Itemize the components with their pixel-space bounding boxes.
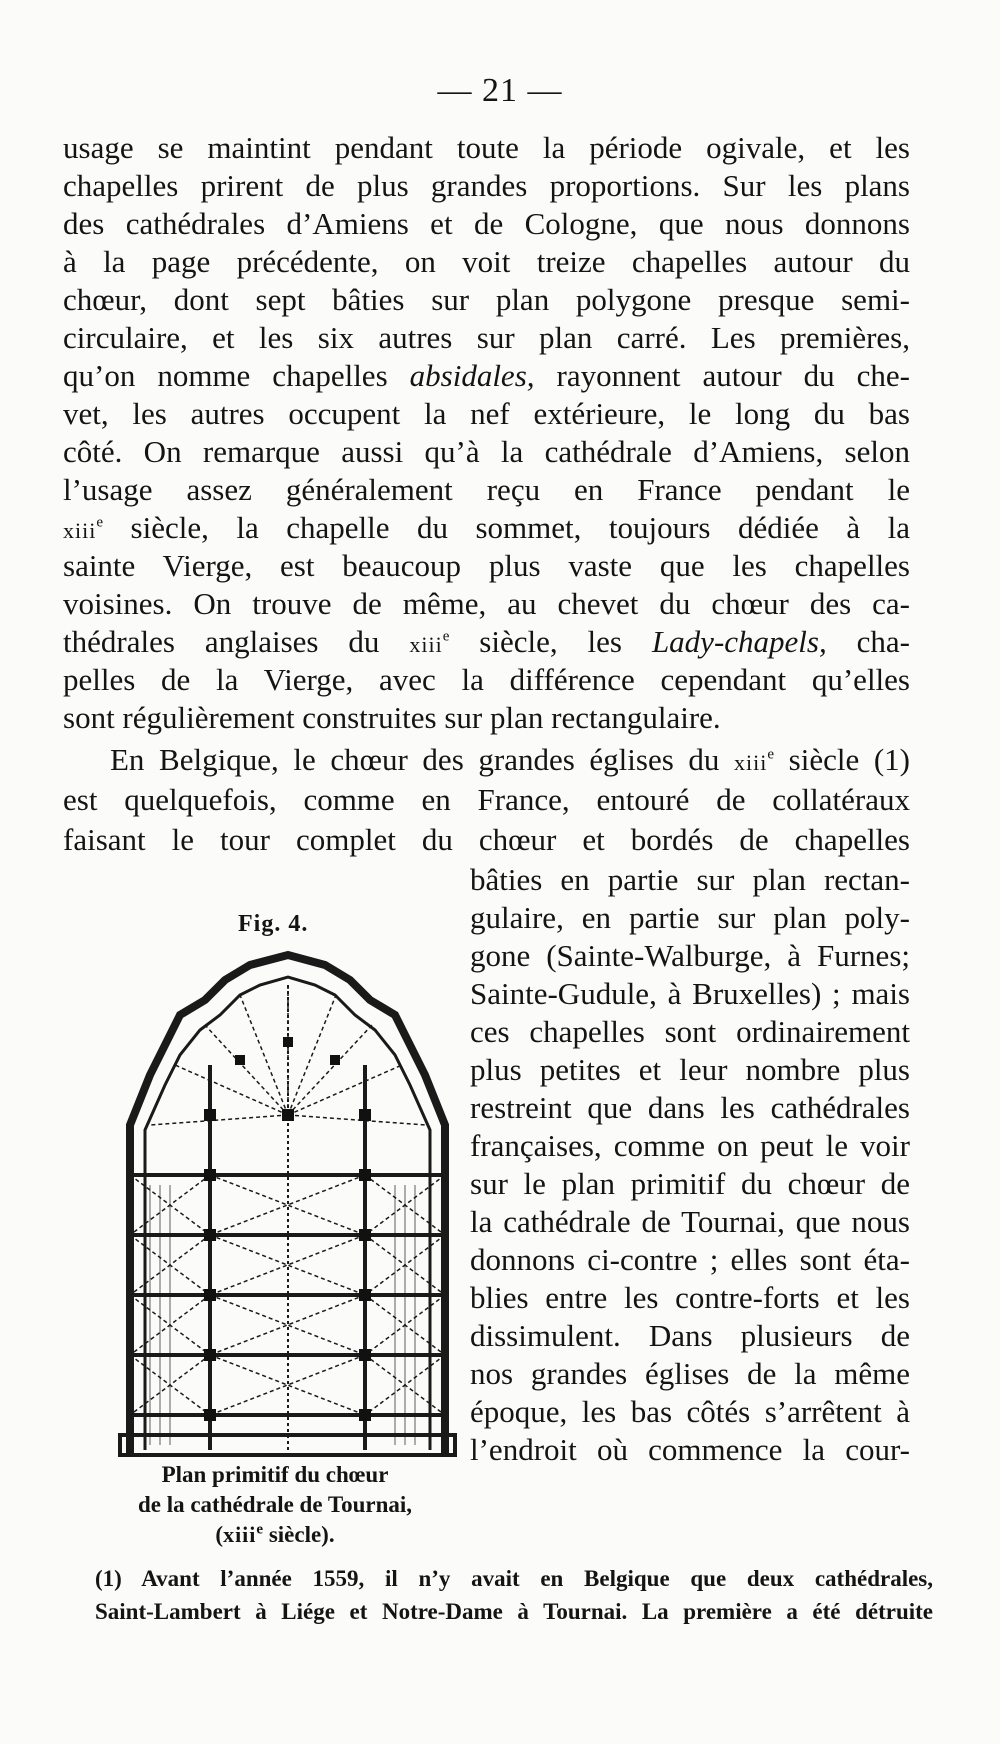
text-line: sont régulièrement construites sur plan rectangulaire.: [63, 700, 721, 735]
century-numeral: xiii: [409, 632, 443, 657]
superscript: e: [442, 628, 450, 645]
text-line: circulaire, et les six autres sur plan carré. Les premières,: [63, 320, 910, 355]
text-line: [63, 622, 910, 665]
century-numeral: xiii: [63, 518, 97, 543]
footnote-line: (1) Avant l’année 1559, il n’y avait en Belgique que deux cathédrales,: [95, 1566, 933, 1591]
text-line: donnons ci-contre ; elles sont éta-: [470, 1242, 910, 1277]
footnote: [95, 1562, 933, 1628]
italic-term: absidales,: [409, 358, 535, 393]
footnote-line: Saint-Lambert à Liége et Notre-Dame à Tournai. La première a été détruite: [95, 1599, 933, 1624]
text-line: nos grandes églises de la même: [470, 1356, 910, 1391]
text-line: [110, 740, 910, 783]
text-line: sainte Vierge, est beaucoup plus vaste que les chapelles: [63, 548, 910, 583]
text-line: gulaire, en partie sur plan poly-: [470, 900, 910, 935]
text-line: gone (Sainte-Walburge, à Furnes;: [470, 938, 910, 973]
caption-line: de la cathédrale de Tournai,: [137, 1492, 413, 1517]
text-line: restreint que dans les cathédrales: [470, 1090, 910, 1125]
text-line: l’endroit où commence la cour-: [470, 1432, 910, 1467]
text-segment: qu’on nomme chapelles: [63, 358, 388, 393]
text-segment: cha-: [856, 624, 910, 659]
text-line: blies entre les contre-forts et les: [470, 1280, 910, 1315]
text-line: l’usage assez généralement reçu en France pendant le: [63, 472, 910, 507]
text-line: françaises, comme on peut le voir: [470, 1128, 910, 1163]
text-segment: siècle, les: [479, 624, 622, 659]
text-line: faisant le tour complet du chœur et bordés de chapelles: [63, 822, 910, 857]
text-line: des cathédrales d’Amiens et de Cologne, que nous donnons: [63, 206, 910, 241]
text-line: la cathédrale de Tournai, que nous: [470, 1204, 910, 1239]
text-line: plus petites et leur nombre plus: [470, 1052, 910, 1087]
superscript: e: [767, 746, 775, 763]
text-segment: En Belgique, le chœur des grandes églises du: [110, 742, 720, 777]
text-line: chapelles prirent de plus grandes proportions. Sur les plans: [63, 168, 910, 203]
text-line: voisines. On trouve de même, au chevet du chœur des ca-: [63, 586, 910, 621]
text-line: [63, 356, 910, 396]
text-line: Sainte-Gudule, à Bruxelles) ; mais: [470, 976, 910, 1011]
text-line: [63, 508, 910, 551]
text-line: est quelquefois, comme en France, entouré de collatéraux: [63, 782, 910, 817]
text-line: vet, les autres occupent la nef extérieure, le long du bas: [63, 396, 910, 431]
text-line: pelles de la Vierge, avec la différence cependant qu’elles: [63, 662, 910, 697]
figure-label: Fig. 4.: [238, 911, 309, 937]
text-line: côté. On remarque aussi qu’à la cathédrale d’Amiens, selon: [63, 434, 910, 469]
text-line: ces chapelles sont ordinairement: [470, 1014, 910, 1049]
text-segment: rayonnent autour du che-: [556, 358, 911, 393]
text-segment: siècle, la chapelle du sommet, toujours dédiée à la: [130, 510, 911, 545]
text-line: à la page précédente, on voit treize chapelles autour du: [63, 244, 910, 279]
superscript: e: [96, 514, 104, 531]
text-line: usage se maintint pendant toute la période ogivale, et les: [63, 130, 910, 165]
text-segment: siècle (1): [788, 742, 911, 777]
caption-line: Plan primitif du chœur: [161, 1462, 389, 1487]
text-line: époque, les bas côtés s’arrêtent à: [470, 1394, 910, 1429]
figure-caption: [110, 1460, 440, 1550]
text-segment: thédrales anglaises du: [63, 624, 380, 659]
caption-line: (xiii$^e$ siècle).: [215, 1521, 335, 1547]
page-number: — 21 —: [437, 72, 563, 109]
text-line: bâties en partie sur plan rectan-: [470, 862, 910, 897]
text-line: sur le plan primitif du chœur de: [470, 1166, 910, 1201]
text-line: chœur, dont sept bâties sur plan polygone presque semi-: [63, 282, 910, 317]
cathedral-floor-plan: [110, 945, 465, 1460]
century-numeral: xiii: [734, 750, 768, 775]
italic-term: Lady-chapels,: [651, 624, 827, 659]
text-line: dissimulent. Dans plusieurs de: [470, 1318, 910, 1353]
